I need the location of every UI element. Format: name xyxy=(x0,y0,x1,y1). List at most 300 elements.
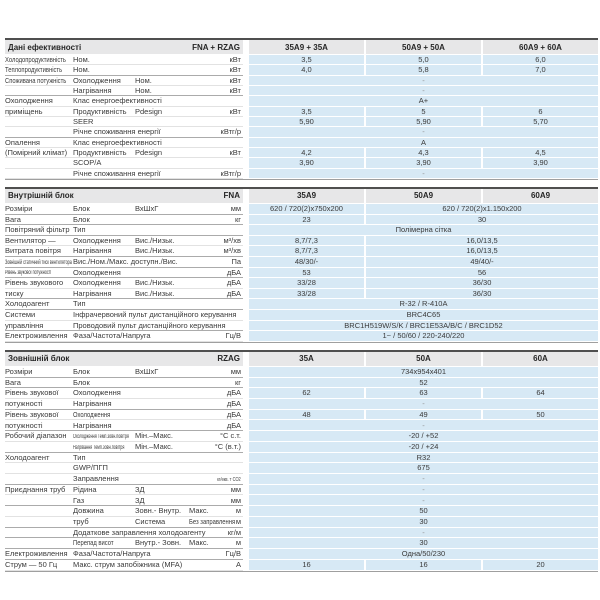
row-labels xyxy=(5,76,243,86)
row-values xyxy=(249,431,598,442)
value-cell: 620 / 720(2)x1.150x200 xyxy=(366,204,598,215)
spec-row xyxy=(5,55,598,65)
row-detail-label: Вис./Низьк. xyxy=(135,235,175,245)
model-series-code: FNA + RZAG xyxy=(192,42,240,52)
row-values xyxy=(249,86,598,96)
row-labels xyxy=(5,215,243,226)
row-labels xyxy=(5,453,243,464)
value-cell: - xyxy=(249,399,598,410)
spec-row xyxy=(5,215,598,226)
unit-label: °C с.т. xyxy=(219,431,241,441)
row-sub-label: Тип xyxy=(73,452,86,462)
value-cell: - xyxy=(249,474,598,485)
row-values xyxy=(249,453,598,464)
row-detail-label: Вис./Низьк. xyxy=(135,278,175,288)
column-header: 50A9 xyxy=(366,189,481,203)
row-values xyxy=(249,442,598,453)
column-header: 50A9 + 50A xyxy=(366,40,481,54)
unit-label: кВт xyxy=(229,85,241,95)
row-group-label: приміщень xyxy=(5,106,43,116)
row-labels xyxy=(5,538,243,549)
spec-row xyxy=(5,495,598,506)
row-labels xyxy=(5,410,243,421)
row-labels xyxy=(5,299,243,310)
spec-row xyxy=(5,169,598,179)
value-cell: - xyxy=(249,76,598,86)
row-detail-label: ВхШхГ xyxy=(135,203,159,213)
row-values xyxy=(249,236,598,247)
row-group-label: Опалення xyxy=(5,137,40,147)
row-values xyxy=(249,474,598,485)
row-sub-label: Додаткове заправлення холодоагенту xyxy=(73,527,206,537)
unit-label: кг/м xyxy=(227,527,241,537)
value-cell: R32 xyxy=(249,453,598,464)
row-detail-label: Мін.–Макс. xyxy=(135,442,174,451)
row-labels xyxy=(5,86,243,96)
spec-row xyxy=(5,331,598,342)
value-cell: 30 xyxy=(249,517,598,528)
row-group-label: Вага xyxy=(5,214,21,224)
unit-label: А xyxy=(235,559,241,569)
condensed-text: Охолодження Темп.зовн.повітря xyxy=(73,434,129,441)
spec-row xyxy=(5,485,598,496)
spec-table-efficiency xyxy=(5,38,598,180)
spec-row xyxy=(5,367,598,378)
row-sub-label: Заправлення xyxy=(73,474,119,484)
unit-label: Гц/В xyxy=(225,331,241,341)
table-header-labels xyxy=(5,352,243,366)
row-detail-label: Ном. xyxy=(135,75,152,85)
condensed-text: Охолодження xyxy=(73,409,111,419)
column-header: 60A9 xyxy=(483,189,598,203)
value-cell: 1~ / 50/60 / 220-240/220 xyxy=(249,331,598,342)
condensed-text: Холодопродуктивність xyxy=(5,54,66,64)
row-labels xyxy=(5,506,243,517)
unit-label: дБА xyxy=(226,420,241,430)
value-cell: 675 xyxy=(249,463,598,474)
row-values xyxy=(249,410,598,421)
value-cell: 56 xyxy=(366,268,598,279)
value-cell: 50 xyxy=(483,410,598,421)
row-sub-label: Довжина xyxy=(73,506,104,516)
value-cell: 16 xyxy=(366,560,481,571)
row-detail-label: Система xyxy=(135,517,166,527)
spec-row xyxy=(5,410,598,421)
row-labels xyxy=(5,117,243,127)
value-cell: - xyxy=(249,127,598,137)
spec-row xyxy=(5,321,598,332)
spec-row xyxy=(5,257,598,268)
unit-label: м xyxy=(235,538,241,548)
unit-label: м xyxy=(235,517,241,527)
row-labels xyxy=(5,517,243,528)
value-cell: 734x954x401 xyxy=(249,367,598,378)
row-group-label: управління xyxy=(5,320,44,330)
row-sub-label: Фаза/Частота/Напруга xyxy=(73,331,151,341)
unit-label: кВтг/р xyxy=(220,168,241,178)
row-detail-label: ВхШхГ xyxy=(135,366,159,376)
spec-row xyxy=(5,431,598,442)
unit-label: Гц/В xyxy=(225,549,241,559)
row-labels xyxy=(5,65,243,75)
value-cell: - xyxy=(249,420,598,431)
row-detail-label: Вис./Низьк. xyxy=(135,288,175,298)
value-cell: 620 / 720(2)x750x200 xyxy=(249,204,364,215)
value-cell: 8,7/7,3 xyxy=(249,246,364,257)
unit-label: дБА xyxy=(226,288,241,298)
row-sub-label: Нагрівання xyxy=(73,399,112,409)
row-values xyxy=(249,169,598,179)
value-cell: 63 xyxy=(366,388,481,399)
table-header-labels xyxy=(5,40,243,54)
value-cell: 53 xyxy=(249,268,364,279)
row-group-label xyxy=(5,77,73,85)
row-labels xyxy=(5,278,243,289)
row-values xyxy=(249,517,598,528)
row-group-label: Електроживлення xyxy=(5,331,68,341)
row-detail-label: Внутр.- Зовн. xyxy=(135,538,182,548)
value-cell: 3,5 xyxy=(249,55,364,65)
row-sub-label: Інфрачервоний пульт дистанційного керування xyxy=(73,310,237,320)
row-labels xyxy=(5,463,243,474)
row-labels xyxy=(5,388,243,399)
value-cell: BRC4C65 xyxy=(249,310,598,321)
row-labels xyxy=(5,399,243,410)
value-cell: 4,5 xyxy=(483,148,598,158)
spec-row xyxy=(5,204,598,215)
unit-label: мм xyxy=(230,484,241,494)
value-cell: 64 xyxy=(483,388,598,399)
row-values xyxy=(249,528,598,539)
row-group-label xyxy=(5,66,73,74)
row-values xyxy=(249,257,598,268)
row-labels xyxy=(5,158,243,168)
spec-row xyxy=(5,399,598,410)
row-sub-label: Охолодження xyxy=(73,267,121,277)
table-header-labels xyxy=(5,189,243,203)
value-cell: 5,70 xyxy=(483,117,598,127)
row-group-label: Холодоагент xyxy=(5,452,50,462)
row-sub-label: Макс. струм запобіжника (MFA) xyxy=(73,559,183,569)
unit-label: °C (в.т.) xyxy=(214,442,241,451)
row-labels xyxy=(5,55,243,65)
value-cell: 4,0 xyxy=(249,65,364,75)
row-labels xyxy=(5,367,243,378)
unit-label: кг xyxy=(234,377,241,387)
value-cell: 48 xyxy=(249,410,364,421)
row-detail-label: ЗД xyxy=(135,484,145,494)
value-cell: 49 xyxy=(366,410,481,421)
spec-row xyxy=(5,420,598,431)
value-cell: 5,90 xyxy=(366,117,481,127)
unit-label: кг xyxy=(234,214,241,224)
value-cell: - xyxy=(249,528,598,539)
row-values xyxy=(249,204,598,215)
condensed-text: кг/екв. т CO2 xyxy=(217,476,241,483)
value-cell: Одна/50/230 xyxy=(249,549,598,560)
row-labels xyxy=(5,485,243,496)
row-detail-label: Мін.–Макс. xyxy=(135,431,174,441)
spec-row xyxy=(5,236,598,247)
condensed-text: Нагрівання Темп.зовн.повітря xyxy=(73,444,125,451)
value-cell: 3,90 xyxy=(366,158,481,168)
row-labels xyxy=(5,495,243,506)
condensed-text: Без заправлення xyxy=(189,517,236,527)
table-header-columns xyxy=(249,352,598,366)
row-sub-label: Рідина xyxy=(73,484,97,494)
value-cell: 20 xyxy=(483,560,598,571)
model-series-code: RZAG xyxy=(217,354,240,364)
row-sub-label: Проводовий пульт дистанційного керування xyxy=(73,320,226,330)
value-cell: 36/30 xyxy=(366,289,598,300)
spec-row xyxy=(5,528,598,539)
row-values xyxy=(249,321,598,332)
row-sub-label: GWP/ПГП xyxy=(73,463,108,473)
row-group-label xyxy=(5,268,73,276)
value-cell: 52 xyxy=(249,378,598,389)
value-cell: 3,5 xyxy=(249,107,364,117)
column-header: 35A9 xyxy=(249,189,364,203)
unit-label: кВт xyxy=(229,147,241,157)
row-labels xyxy=(5,378,243,389)
row-labels xyxy=(5,225,243,236)
value-cell: A+ xyxy=(249,96,598,106)
row-labels xyxy=(5,442,243,453)
spec-row xyxy=(5,517,598,528)
row-values xyxy=(249,549,598,560)
row-labels xyxy=(5,236,243,247)
row-values xyxy=(249,289,598,300)
spec-row xyxy=(5,442,598,453)
row-extra-label xyxy=(189,518,236,526)
row-labels xyxy=(5,528,243,539)
table-title: Зовнішній блок xyxy=(8,354,70,364)
row-values xyxy=(249,485,598,496)
spec-row xyxy=(5,463,598,474)
row-values xyxy=(249,55,598,65)
value-cell: 7,0 xyxy=(483,65,598,75)
row-sub-label: Вис./Ном./Макс. доступн./Вис. xyxy=(73,257,178,267)
row-detail-label: Зовн.- Внутр. xyxy=(135,506,182,516)
value-cell: 16,0/13,5 xyxy=(366,236,598,247)
table-header-row xyxy=(5,187,598,203)
value-cell: 8,7/7,3 xyxy=(249,236,364,247)
row-labels xyxy=(5,268,243,279)
spec-row xyxy=(5,96,598,106)
spec-row xyxy=(5,158,598,168)
value-cell: 5,8 xyxy=(366,65,481,75)
row-sub-label: Тип xyxy=(73,225,86,235)
row-values xyxy=(249,278,598,289)
row-values xyxy=(249,331,598,342)
row-group-label: тиску xyxy=(5,288,24,298)
row-extra-label: Макс. xyxy=(189,506,209,516)
row-values xyxy=(249,127,598,137)
row-sub-label: Нагрівання xyxy=(73,246,112,256)
column-header: 60A xyxy=(483,352,598,366)
table-header-row xyxy=(5,350,598,366)
row-values xyxy=(249,246,598,257)
spec-row xyxy=(5,127,598,137)
table-title: Внутрішній блок xyxy=(8,191,74,201)
spec-row xyxy=(5,538,598,549)
spec-row xyxy=(5,506,598,517)
row-sub-label: Ном. xyxy=(73,54,90,64)
value-cell: 3,90 xyxy=(249,158,364,168)
column-header: 35A9 + 35A xyxy=(249,40,364,54)
row-values xyxy=(249,148,598,158)
row-group-label: Робочий діапазон xyxy=(5,431,67,441)
row-values xyxy=(249,367,598,378)
row-sub-label: Тип xyxy=(73,299,86,309)
row-detail-label: Pdesign xyxy=(135,147,163,157)
row-sub-label xyxy=(73,411,135,419)
unit-label: м³/хв xyxy=(223,246,241,256)
row-sub-label: Продуктивність xyxy=(73,106,127,116)
row-labels xyxy=(5,107,243,117)
row-group-label: (Помірний клімат) xyxy=(5,147,68,157)
row-values xyxy=(249,65,598,75)
value-cell: 49/40/- xyxy=(366,257,598,268)
row-sub-label: Охолодження xyxy=(73,75,121,85)
spec-row xyxy=(5,299,598,310)
unit-label: кВтг/р xyxy=(220,127,241,137)
row-sub-label xyxy=(73,432,135,440)
row-sub-label: Нагрівання xyxy=(73,85,112,95)
value-cell: 4,3 xyxy=(366,148,481,158)
row-sub-label: Річне споживання енергії xyxy=(73,127,161,137)
unit-label: дБА xyxy=(226,267,241,277)
spec-row xyxy=(5,289,598,300)
row-sub-label: Продуктивність xyxy=(73,147,127,157)
row-detail-label: Ном. xyxy=(135,85,152,95)
row-group-label: Вага xyxy=(5,377,21,387)
row-group-label xyxy=(5,258,73,266)
spec-row xyxy=(5,268,598,279)
row-sub-label xyxy=(73,539,135,547)
row-sub-label: Клас енергоефективності xyxy=(73,96,162,106)
row-group-label: Вентилятор — xyxy=(5,235,56,245)
row-labels xyxy=(5,257,243,268)
row-group-label: Рівень звукової xyxy=(5,388,59,398)
row-values xyxy=(249,463,598,474)
row-sub-label: Блок xyxy=(73,203,90,213)
row-sub-label xyxy=(73,443,135,451)
value-cell: 33/28 xyxy=(249,278,364,289)
row-group-label: Розміри xyxy=(5,203,33,213)
condensed-text: Теплопродуктивність xyxy=(5,65,63,75)
row-detail-label: ЗД xyxy=(135,495,145,505)
unit-label: кВт xyxy=(229,54,241,64)
row-values xyxy=(249,506,598,517)
value-cell: - xyxy=(249,485,598,496)
row-values xyxy=(249,495,598,506)
column-header: 60A9 + 60A xyxy=(483,40,598,54)
unit-label: дБА xyxy=(226,278,241,288)
row-sub-label: Охолодження xyxy=(73,235,121,245)
row-labels xyxy=(5,310,243,321)
row-sub-label: Охолодження xyxy=(73,388,121,398)
unit-label: кВт xyxy=(229,65,241,75)
row-values xyxy=(249,378,598,389)
unit-label: дБА xyxy=(226,409,241,419)
row-labels xyxy=(5,420,243,431)
value-cell: -20 / +52 xyxy=(249,431,598,442)
spec-row xyxy=(5,378,598,389)
column-header: 50A xyxy=(366,352,481,366)
row-sub-label: Річне споживання енергії xyxy=(73,168,161,178)
row-sub-label: SCOP/A xyxy=(73,158,102,168)
row-group-label: Системи xyxy=(5,310,36,320)
row-values xyxy=(249,215,598,226)
row-labels xyxy=(5,138,243,148)
row-group-label: Повітряний фільтр xyxy=(5,225,70,235)
row-values xyxy=(249,420,598,431)
value-cell: BRC1H519W/S/K / BRC1E53A/B/C / BRC1D52 xyxy=(249,321,598,332)
unit-label: мм xyxy=(230,495,241,505)
spec-row xyxy=(5,246,598,257)
row-labels xyxy=(5,148,243,158)
row-values xyxy=(249,76,598,86)
row-sub-label: Блок xyxy=(73,214,90,224)
value-cell: -20 / +24 xyxy=(249,442,598,453)
row-sub-label: Нагрівання xyxy=(73,288,112,298)
row-sub-label: Фаза/Частота/Напруга xyxy=(73,549,151,559)
row-labels xyxy=(5,321,243,332)
value-cell: 5,0 xyxy=(366,55,481,65)
row-labels xyxy=(5,431,243,442)
spec-table-indoor xyxy=(5,187,598,343)
row-values xyxy=(249,388,598,399)
value-cell: - xyxy=(249,169,598,179)
value-cell: 33/28 xyxy=(249,289,364,300)
value-cell: Полімерна сітка xyxy=(249,225,598,236)
row-values xyxy=(249,117,598,127)
value-cell: 36/30 xyxy=(366,278,598,289)
row-labels xyxy=(5,96,243,106)
value-cell: 62 xyxy=(249,388,364,399)
value-cell: 3,90 xyxy=(483,158,598,168)
row-group-label xyxy=(5,56,73,64)
table-header-columns xyxy=(249,40,598,54)
spec-row xyxy=(5,76,598,86)
spec-table-outdoor xyxy=(5,350,598,572)
value-cell: 23 xyxy=(249,215,364,226)
value-cell: R-32 / R-410A xyxy=(249,299,598,310)
unit-label: мм xyxy=(230,366,241,376)
unit-label: Па xyxy=(231,257,241,267)
row-values xyxy=(249,268,598,279)
spec-row xyxy=(5,278,598,289)
row-group-label: Охолодження xyxy=(5,96,53,106)
unit-label xyxy=(208,475,243,484)
condensed-text: Рівень звукової потужності xyxy=(5,270,52,277)
value-cell: 16 xyxy=(249,560,364,571)
row-values xyxy=(249,158,598,168)
row-group-label: Холодоагент xyxy=(5,299,50,309)
row-values xyxy=(249,310,598,321)
value-cell: 5,90 xyxy=(249,117,364,127)
unit-label: кВт xyxy=(229,106,241,116)
spec-row xyxy=(5,107,598,117)
value-cell: A xyxy=(249,138,598,148)
spec-row xyxy=(5,549,598,560)
spec-row xyxy=(5,310,598,321)
row-group-label: Рівень звукової xyxy=(5,409,59,419)
row-sub-label: SEER xyxy=(73,116,94,126)
unit-label: дБА xyxy=(226,388,241,398)
row-labels xyxy=(5,331,243,342)
